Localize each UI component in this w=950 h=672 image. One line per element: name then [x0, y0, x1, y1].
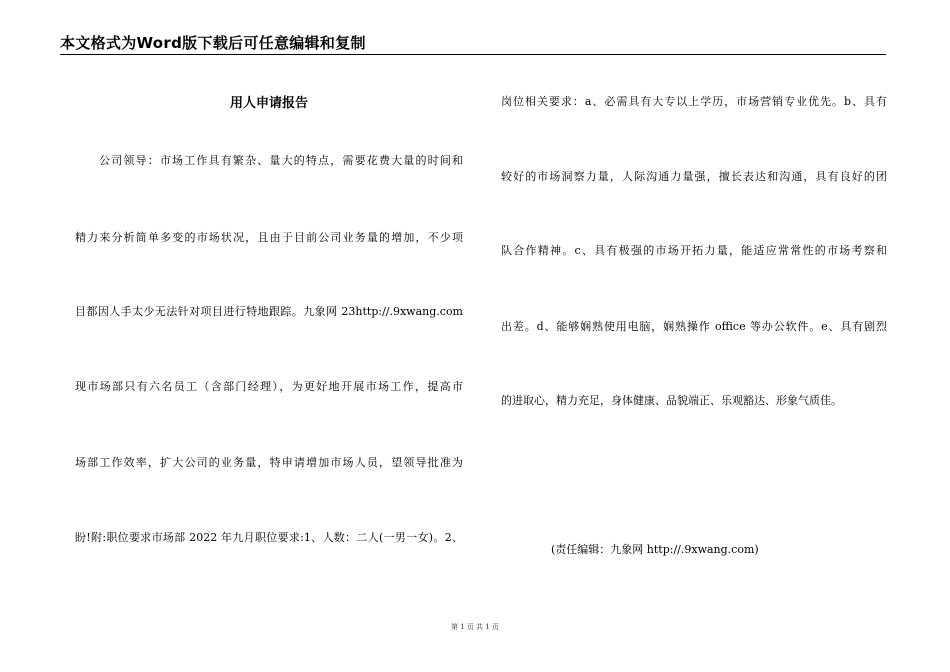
body-line: 较好的市场洞察力量，人际沟通力量强，擅长表达和沟通，具有良好的团	[501, 170, 887, 183]
document-header: 本文格式为Word版下载后可任意编辑和复制	[60, 34, 366, 52]
body-line: 公司领导：市场工作具有繁杂、量大的特点，需要花费大量的时间和	[99, 154, 463, 167]
body-line: 盼!附:职位要求市场部 2022 年九月职位要求:1、人数：二人(一男一女)。2、	[75, 531, 463, 544]
page-number: 第 1 页 共 1 页	[450, 623, 500, 631]
body-line: 的进取心，精力充足，身体健康、品貌端正、乐观豁达、形象气质佳。	[501, 394, 842, 407]
body-line: 场部工作效率，扩大公司的业务量，特申请增加市场人员，望领导批准为	[75, 456, 463, 469]
editor-credit: (责任编辑：九象网 http://.9xwang.com)	[551, 543, 759, 556]
body-line: 岗位相关要求：a、必需具有大专以上学历，市场营销专业优先。b、具有	[501, 95, 887, 108]
body-line: 精力来分析简单多变的市场状况，且由于目前公司业务量的增加，不少项	[75, 231, 463, 244]
header-divider	[60, 54, 886, 55]
body-line: 目都因人手太少无法针对项目进行特地跟踪。九象网 23http://.9xwang.com	[75, 305, 463, 318]
body-line: 现市场部只有六名员工（含部门经理），为更好地开展市场工作，提高市	[75, 380, 463, 393]
body-line: 出差。d、能够娴熟使用电脑，娴熟操作 office 等办公软件。e、具有剧烈	[501, 320, 887, 333]
body-line: 队合作精神。c、具有极强的市场开拓力量，能适应常常性的市场考察和	[501, 244, 887, 257]
document-title: 用人申请报告	[229, 96, 308, 111]
